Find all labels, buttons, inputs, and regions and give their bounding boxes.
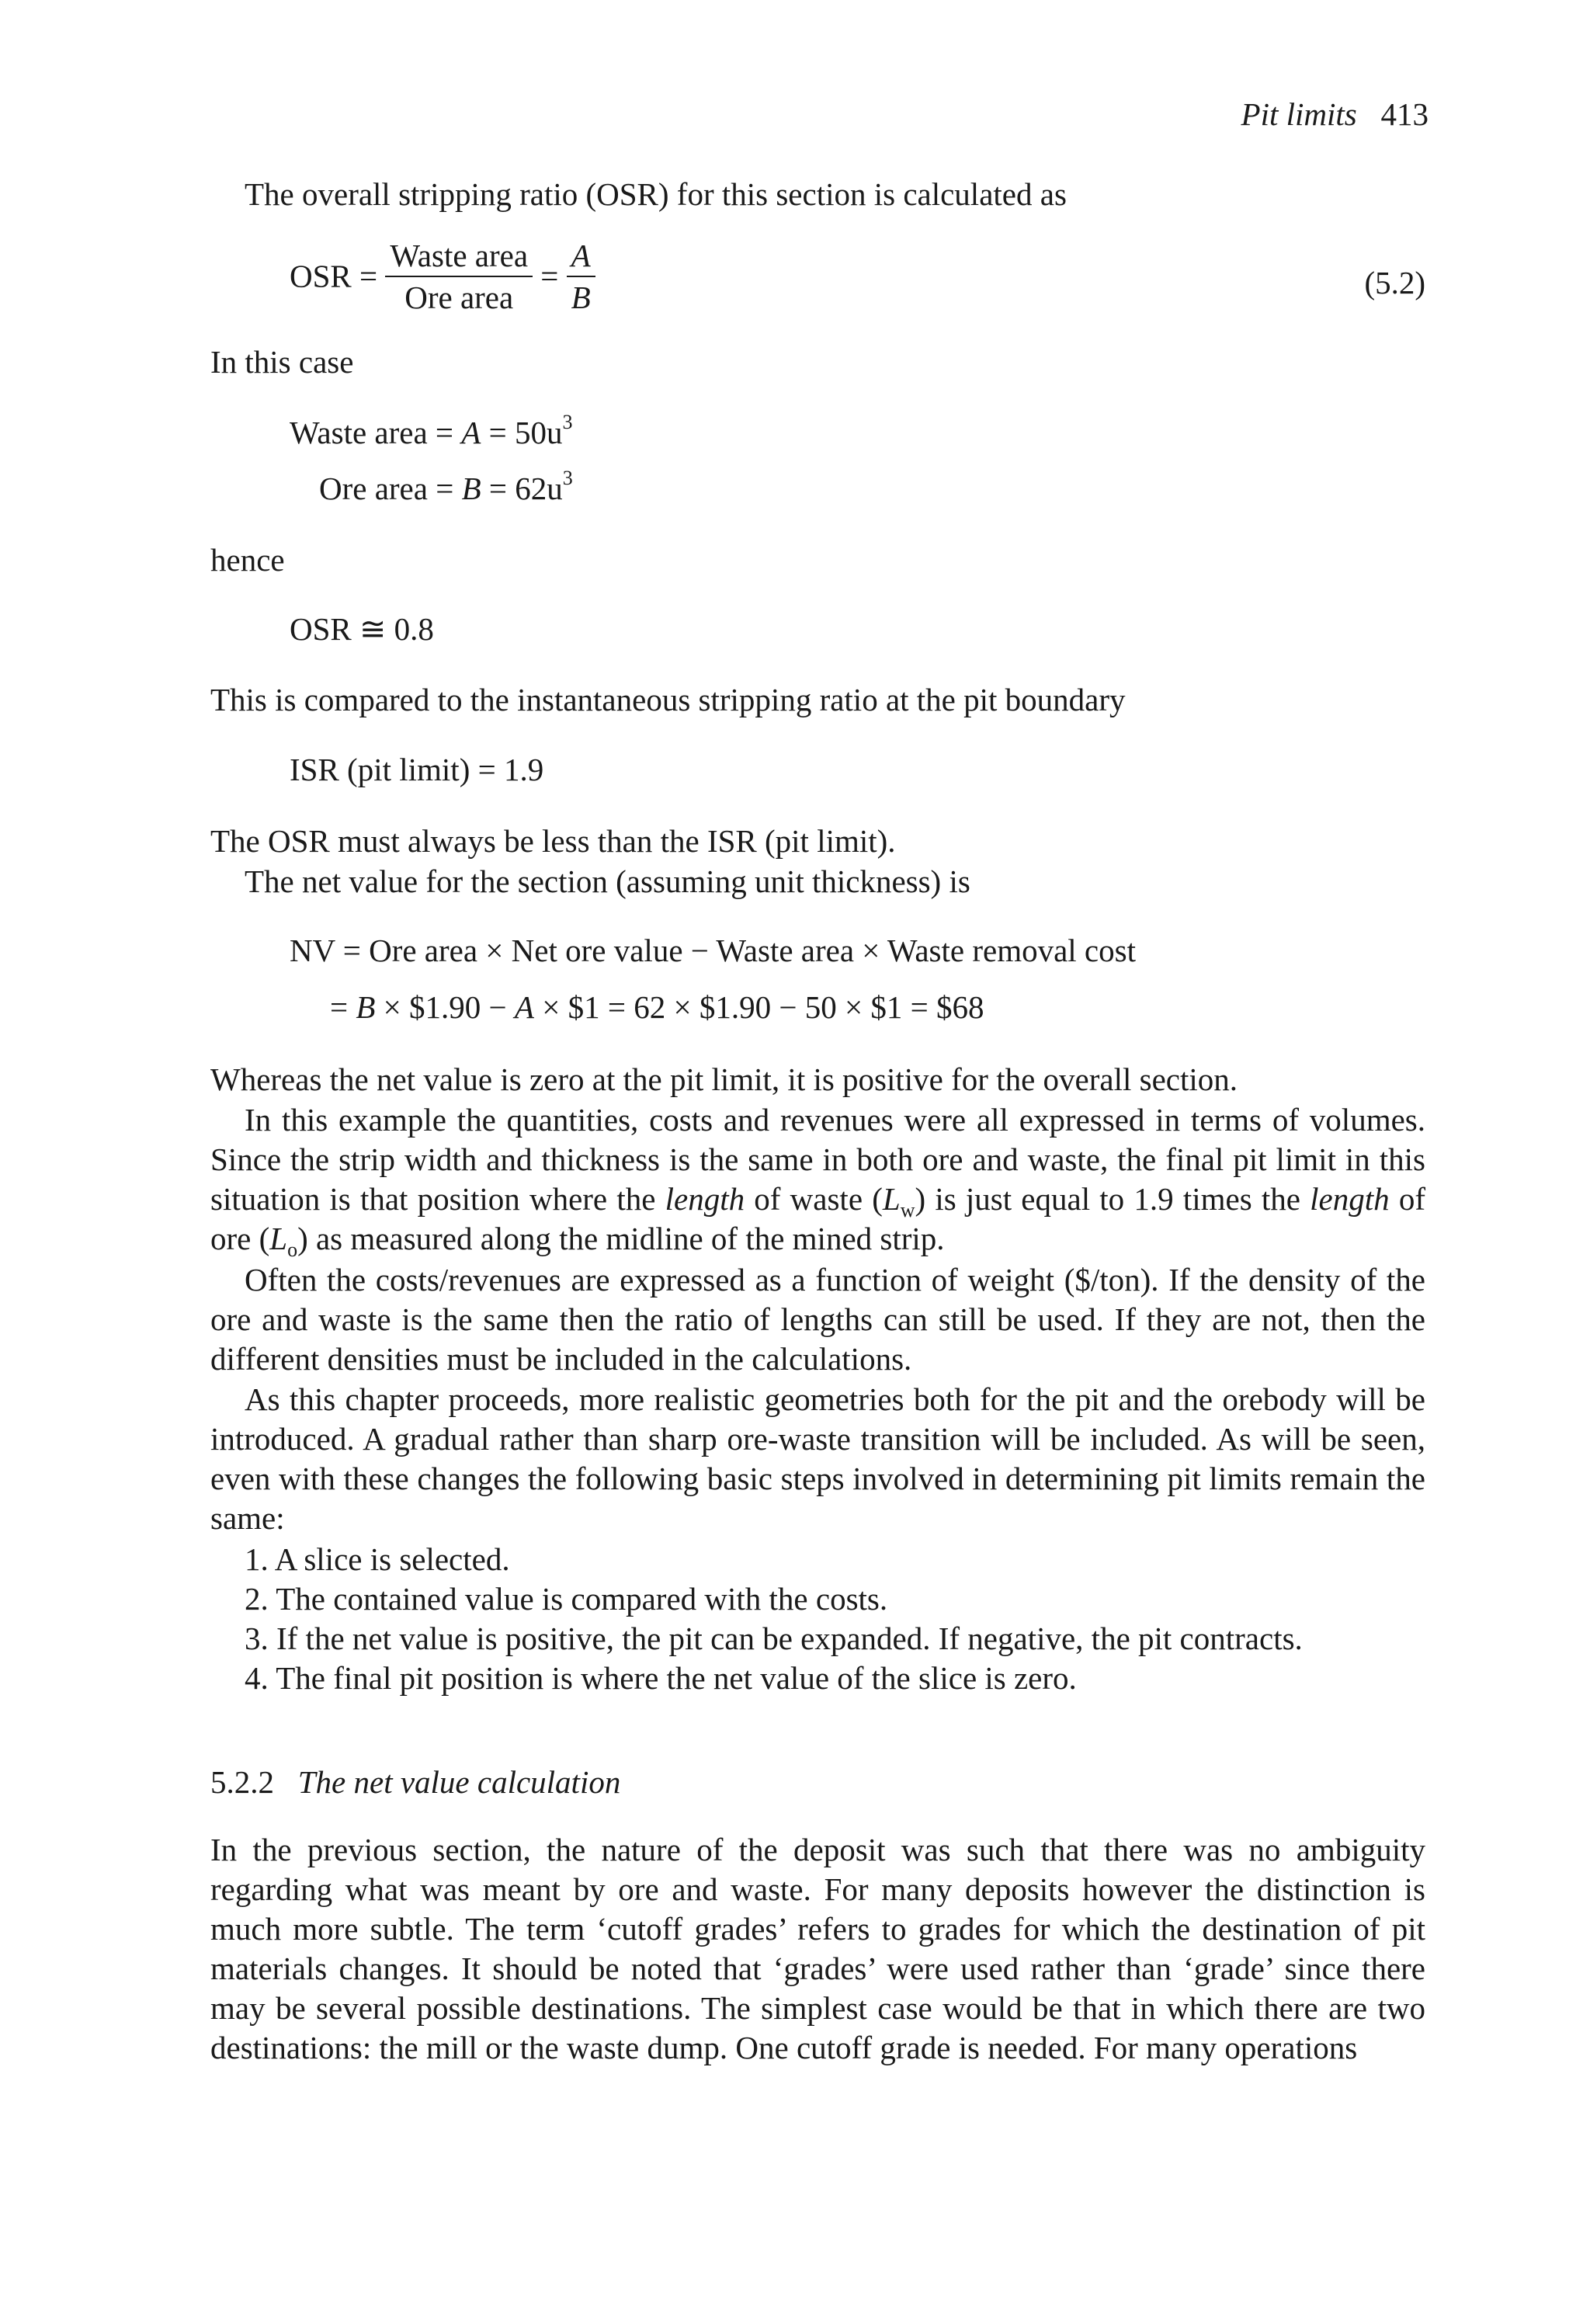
page-number: 413 <box>1380 96 1429 132</box>
paragraph-net-value: The net value for the section (assuming unit thickness) is <box>245 863 970 899</box>
equation-isr: ISR (pit limit) = 1.9 <box>290 752 544 787</box>
paragraph-chapter: As this chapter proceeds, more realistic geometries both for the pit and the orebody will be introduced. A gradual rather than sharp ore-waste transition will be included. As will be seen, even with these changes the following basic steps involved in determining pit limits remain the same: <box>210 1381 1425 1536</box>
list-item: 4. The final pit position is where the net value of the slice is zero. <box>245 1660 1077 1696</box>
running-title: Pit limits <box>1241 96 1357 132</box>
eq-lhs: OSR = <box>290 258 378 294</box>
equation-nv-line2: = B × $1.90 − A × $1 = 62 × $1.90 − 50 × $1 = $68 <box>330 989 984 1025</box>
paragraph-example: In this example the quantities, costs and revenues were all expressed in terms of volumes. Since the strip width and thickness is the same in both ore and waste, the final pit limit in this situation is that position where the length of waste $(L_w)$ is just equal to 1.9 times the length of ore $(L_o)$ as measured along the midline of the mined strip. <box>210 1102 1425 1262</box>
equation-nv-line1: NV = Ore area × Net ore value − Waste area × Waste removal cost <box>290 933 1136 968</box>
eq-equals: = <box>540 258 559 294</box>
paragraph-compared: This is compared to the instantaneous stripping ratio at the pit boundary <box>210 682 1126 717</box>
text-hence: hence <box>210 542 285 578</box>
paragraph-whereas: Whereas the net value is zero at the pit limit, it is positive for the overall section. <box>210 1061 1238 1097</box>
equation-ore-area: Ore area = $B = 62u^3$ <box>319 467 573 506</box>
fraction-denominator: Ore area <box>404 280 514 315</box>
section-heading <box>210 1763 620 1802</box>
fraction-denominator-b: B <box>571 280 591 315</box>
equation-waste-area: Waste area = $A = 50u^3$ <box>290 411 573 450</box>
equation-number: (5.2) <box>1364 265 1425 300</box>
list-item: 1. A slice is selected. <box>245 1541 510 1577</box>
running-header <box>1241 95 1429 134</box>
fraction-ab <box>567 235 595 318</box>
fraction-numerator-a: A <box>567 235 595 277</box>
fraction-area <box>385 235 533 318</box>
equation-osr-value: OSR ≅ 0.8 <box>290 611 434 647</box>
equation-5-2 <box>290 235 595 318</box>
fraction-numerator: Waste area <box>385 235 533 277</box>
paragraph-osr-less: The OSR must always be less than the ISR (pit limit). <box>210 823 896 859</box>
text-in-this-case: In this case <box>210 344 354 380</box>
section-title: The net value calculation <box>297 1764 621 1800</box>
paragraph-often: Often the costs/revenues are expressed as a function of weight ($/ton). If the density of the ore and waste is the same then the ratio of lengths can still be used. If they are not, then the different densities must be included in the calculations. <box>210 1262 1425 1377</box>
list-item: 2. The contained value is compared with the costs. <box>245 1581 888 1617</box>
paragraph-previous: In the previous section, the nature of the deposit was such that there was no ambiguity regarding what was meant by ore and waste. For many deposits however the distinction is much more subtle. The term ‘cutoff grades’ refers to grades for which the destination of pit materials changes. It should be noted that ‘grades’ were used rather than ‘grade’ since there may be several possible destinations. The simplest case would be that in which there are two destinations: the mill or the waste dump. One cutoff grade is needed. For many operations <box>210 1832 1425 2065</box>
list-item: 3. If the net value is positive, the pit can be expanded. If negative, the pit contracts. <box>245 1621 1303 1656</box>
paragraph-osr-intro: The overall stripping ratio (OSR) for this section is calculated as <box>245 176 1067 212</box>
section-number: 5.2.2 <box>210 1764 274 1800</box>
steps-list <box>210 1540 1425 1698</box>
